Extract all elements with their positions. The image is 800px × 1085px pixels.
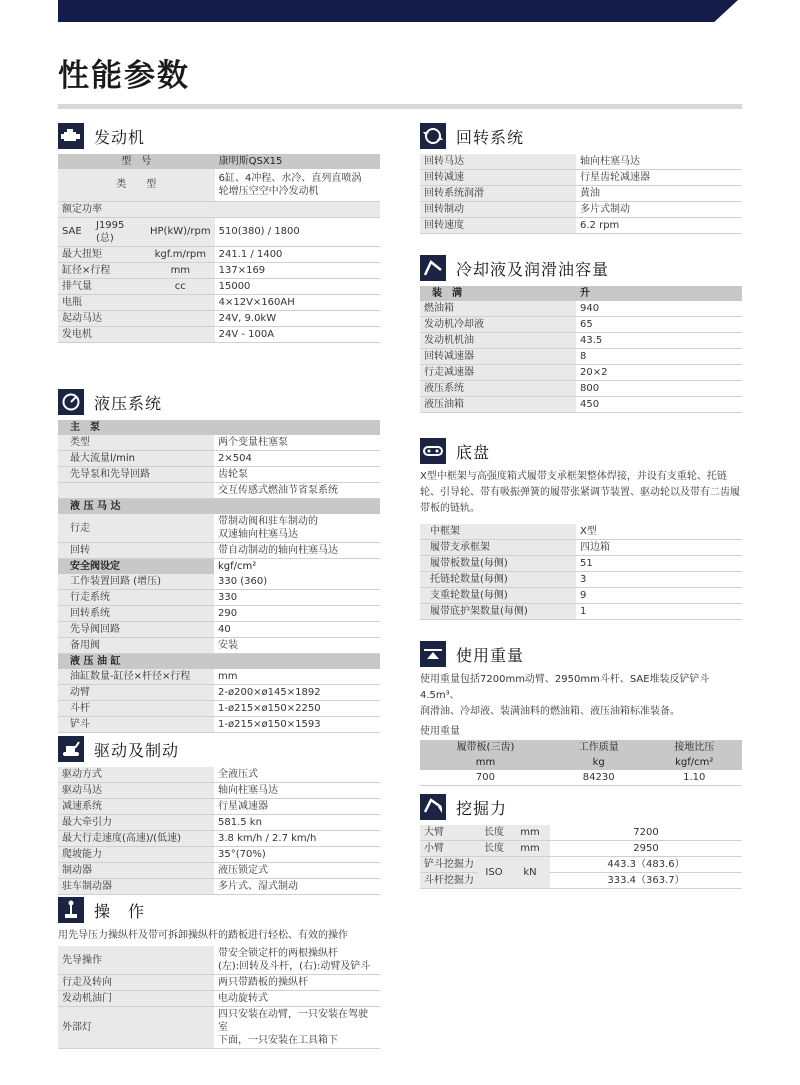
table-row: 燃油箱 940 bbox=[420, 301, 742, 317]
table-row: 发动机冷却液 65 bbox=[420, 317, 742, 333]
weight-table: 履带板(三齿) 工作质量 接地比压 mm kg kgf/cm² 700 84230 1.10 bbox=[420, 740, 742, 786]
table-row: 驱动方式 全液压式 bbox=[58, 767, 380, 783]
table-row: 回转制动 多片式制动 bbox=[420, 202, 742, 218]
table-row: 回转速度 6.2 rpm bbox=[420, 218, 742, 234]
operation-title: 操 作 bbox=[94, 901, 146, 921]
chassis-table bbox=[420, 524, 742, 620]
drive-section bbox=[58, 735, 380, 895]
weight-title: 使用重量 bbox=[456, 645, 525, 665]
arm-icon bbox=[420, 255, 446, 281]
chassis-title: 底盘 bbox=[456, 442, 491, 462]
engine-icon bbox=[58, 123, 84, 149]
swing-section bbox=[420, 122, 742, 234]
table-row: 履带支承框架 四边箱 bbox=[420, 540, 742, 556]
gauge-icon bbox=[58, 389, 84, 415]
coolant-title: 冷却液及润滑油容量 bbox=[456, 259, 610, 279]
coolant-section bbox=[420, 254, 742, 413]
table-row: 回转减速器 8 bbox=[420, 349, 742, 365]
coolant-table: 装 满 升 燃油箱 940 发动机冷却液 65 发动机机油 43.5 回转减速器 8 行走减速器 20×2 液压系统 800 液压油箱 450 bbox=[420, 286, 742, 413]
hydraulic-table: 主 泵 类型 两个变量柱塞泵 最大流量l/min 2×504 先导泵和先导回路 齿轮泵 交互传感式燃油节省泵系统 液 压 马 达 行走 带制动阀和驻车制动的 双速轴向柱塞马达 回转 带自动制动的轴向柱塞马达 安全阀设定 kgf/cm² 工作装置回路 (增压) 330 (360) 行走系统 330 回转系统 290 先导阀回路 40 备用阀 安装 液 压 油 缸 油缸数量-缸径×杆径×行程 mm 动臂 2-ø200×ø145×1892 斗杆 1-ø215×ø150×2250 铲斗 1-ø215×ø150×1593 bbox=[58, 420, 380, 733]
weight-icon bbox=[420, 641, 446, 667]
table-row: 爬坡能力 35°(70%) bbox=[58, 847, 380, 863]
hydraulic-section bbox=[58, 388, 380, 733]
table-row: 支重轮数量(每侧) 9 bbox=[420, 588, 742, 604]
weight-section bbox=[420, 640, 742, 786]
table-row: 减速系统 行星减速器 bbox=[58, 799, 380, 815]
table-row: 驻车制动器 多片式、湿式制动 bbox=[58, 879, 380, 895]
table-row: 回转马达 轴向柱塞马达 bbox=[420, 154, 742, 170]
table-row: 行走减速器 20×2 bbox=[420, 365, 742, 381]
chassis-desc: X型中框架与高强度箱式履带支承框架整体焊接，并设有支重轮、托链轮、引导轮、带有吸振弹簧的履带张紧调节装置、驱动轮以及带有二齿履带板的链轨。 bbox=[420, 471, 740, 514]
chassis-section bbox=[420, 437, 742, 620]
table-row: 发动机机油 43.5 bbox=[420, 333, 742, 349]
table-row: 最大牵引力 581.5 kn bbox=[58, 815, 380, 831]
dig-section bbox=[420, 793, 742, 889]
engine-section bbox=[58, 122, 380, 343]
title-divider bbox=[58, 104, 742, 109]
bucket-icon bbox=[420, 794, 446, 820]
table-row: 回转减速 行星齿轮减速器 bbox=[420, 170, 742, 186]
hydraulic-title: 液压系统 bbox=[94, 393, 163, 413]
track-icon bbox=[420, 438, 446, 464]
weight-desc: 使用重量包括7200mm动臂、2950mm斗杆、SAE堆装反铲铲斗4.5m³、 润滑油、冷却液、装满油料的燃油箱、液压油箱标准装备。 bbox=[420, 674, 710, 717]
weight-subtitle: 使用重量 bbox=[420, 726, 460, 737]
operation-table: 先导操作 带安全锁定杆的两根操纵杆 (左):回转及斗杆，(右):动臂及铲斗 行走及转向 两只带踏板的操纵杆 发动机油门 电动旋转式 外部灯 四只安装在动臂，一只安装在驾驶室 下面，一只安装在工具箱下 bbox=[58, 946, 380, 1049]
table-row: 液压系统 800 bbox=[420, 381, 742, 397]
table-row: 制动器 液压锁定式 bbox=[58, 863, 380, 879]
swing-table bbox=[420, 154, 742, 234]
dig-table: 大臂 长度 mm 7200 小臂 长度 mm 2950 铲斗挖掘力 ISO kN 443.3（483.6） 斗杆挖掘力 333.4（363.7） bbox=[420, 825, 742, 889]
table-row: 中框架 X型 bbox=[420, 524, 742, 540]
page-title: 性能参数 bbox=[58, 58, 190, 94]
operation-desc: 用先导压力操纵杆及带可拆卸操纵杆的踏板进行轻松、有效的操作 bbox=[58, 930, 348, 941]
excavator-icon bbox=[58, 736, 84, 762]
rotate-icon bbox=[420, 123, 446, 149]
table-row: 履带板数量(每侧) 51 bbox=[420, 556, 742, 572]
dig-title: 挖掘力 bbox=[456, 798, 508, 818]
table-row: 履带底护架数量(每侧) 1 bbox=[420, 604, 742, 620]
table-row: 托链轮数量(每侧) 3 bbox=[420, 572, 742, 588]
top-banner bbox=[58, 0, 738, 22]
table-row: 驱动马达 轴向柱塞马达 bbox=[58, 783, 380, 799]
table-row: 液压油箱 450 bbox=[420, 397, 742, 413]
swing-title: 回转系统 bbox=[456, 127, 525, 147]
operation-section bbox=[58, 896, 380, 1049]
table-row: 回转系统润滑 黄油 bbox=[420, 186, 742, 202]
table-row: 最大行走速度(高速)/(低速) 3.8 km/h / 2.7 km/h bbox=[58, 831, 380, 847]
engine-table: 型 号 康明斯QSX15 类 型 6缸、4冲程、水冷、直列直喷涡 轮增压空空中冷发动机 额定功率 SAE J1995 (总) HP(kW)/rpm 510(380) / 1800 最大扭矩 kgf.m/rpm 241.1 / 1400 缸径×行程 mm 137×169 排气量 cc 15000 电瓶 4×12V×160AH 起动马达 24V, 9.0kW 发电机 24V - 100A bbox=[58, 154, 380, 343]
drive-title: 驱动及制动 bbox=[94, 740, 180, 760]
engine-title: 发动机 bbox=[94, 127, 146, 147]
joystick-icon bbox=[58, 897, 84, 923]
drive-table bbox=[58, 767, 380, 895]
